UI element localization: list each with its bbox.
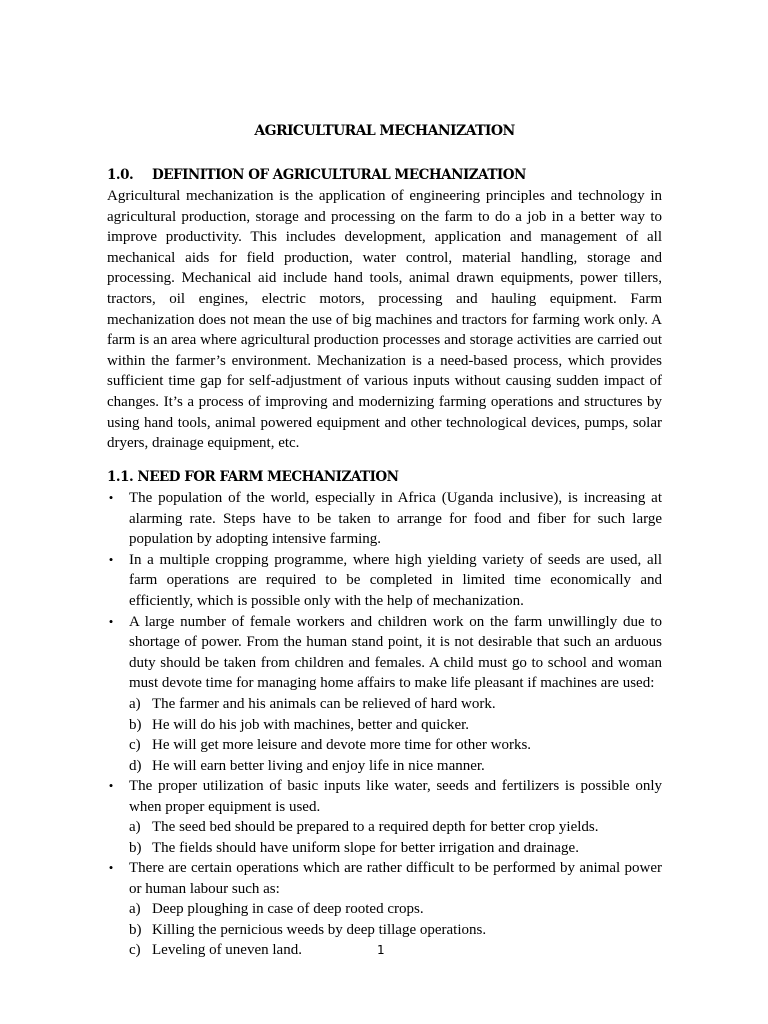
sub-item-text: He will do his job with machines, better and quicker. xyxy=(152,716,470,733)
sublist-inputs xyxy=(107,817,662,858)
sub-item-marker: a) xyxy=(129,696,141,712)
sub-item-text: Killing the pernicious weeds by deep tillage operations. xyxy=(152,921,487,938)
need-bullet-list xyxy=(107,488,662,694)
sub-list-item xyxy=(107,715,662,736)
sub-list-item xyxy=(107,838,662,859)
bullet-text: The population of the world, especially in Africa (Uganda inclusive), is increasing at alarming rate. Steps have to be taken to arrange for food and fiber for such large population by adopting intensive farming. xyxy=(129,490,662,548)
sub-item-marker: c) xyxy=(129,737,141,754)
bullet-text: The proper utilization of basic inputs like water, seeds and fertilizers is possible only when proper equipment is used. xyxy=(129,778,662,815)
sub-item-text: The seed bed should be prepared to a required depth for better crop yields. xyxy=(152,819,599,835)
sub-item-marker: b) xyxy=(129,921,142,938)
list-item xyxy=(107,858,662,899)
sub-item-text: He will get more leisure and devote more time for other works. xyxy=(152,737,532,754)
sub-list-item xyxy=(107,735,662,756)
list-item xyxy=(107,550,662,612)
list-item xyxy=(107,488,662,550)
bullet-text: In a multiple cropping programme, where high yielding variety of seeds are used, all farm operations are required to be completed in limited time economically and efficiently, which is possible only with the help of mechanization. xyxy=(129,551,662,609)
sub-list-item xyxy=(107,756,662,777)
sub-item-text: Leveling of uneven land. xyxy=(152,942,302,959)
definition-paragraph: Agricultural mechanization is the application of engineering principles and technology in agricultural production, storage and processing on the farm to do a job in a better way to improve productivity. This includes development, application and management of all mechanical aids for field production, water control, material handling, storage and processing. Mechanical aid include hand tools, animal drawn equipments, power tillers, tractors, oil engines, electric motors, processing and hauling equipment. Farm mechanization does not mean the use of big machines and tractors for farming work only. A farm is an area where agricultural production processes and storage activities are carried out within the farmer’s environment. Mechanization is a need-based process, which provides sufficient time gap for self-adjustment of various inputs without causing sudden impact of changes. It’s a process of improving and modernizing farming operations and structures by using hand tools, animal powered equipment and other technological devices, pumps, solar dryers, drainage equipment, etc. xyxy=(107,188,662,452)
bullet-icon: • xyxy=(108,778,114,793)
section-heading-definition xyxy=(107,165,526,185)
sub-list-item xyxy=(107,817,662,838)
section-heading-need: 1.1. NEED FOR FARM MECHANIZATION xyxy=(107,469,399,485)
bullet-icon: • xyxy=(108,613,114,629)
sublist-benefits xyxy=(107,694,662,776)
sub-item-text: The farmer and his animals can be relieved of hard work. xyxy=(152,696,496,712)
sub-item-text: Deep ploughing in case of deep rooted crops. xyxy=(152,901,424,917)
bullet-icon: • xyxy=(108,860,114,875)
sub-list-item xyxy=(107,899,662,920)
section-number: 1.0. xyxy=(107,167,134,183)
bullet-text: A large number of female workers and children work on the farm unwillingly due to shortage of power. From the human stand point, it is not desirable that such an arduous duty should be taken from children and females. A child must go to school and woman must devote time for managing home affairs to make life pleasant if machines are used: xyxy=(129,613,662,692)
bullet-text: There are certain operations which are rather difficult to be performed by animal power or human labour such as: xyxy=(129,860,662,897)
bullet-icon: • xyxy=(108,490,114,505)
sub-list-item xyxy=(107,694,662,715)
page-number: 1 xyxy=(377,943,385,957)
sub-item-text: The fields should have uniform slope for better irrigation and drainage. xyxy=(152,839,579,856)
bullet-icon: • xyxy=(108,551,114,567)
document-title: AGRICULTURAL MECHANIZATION xyxy=(254,123,515,139)
sub-item-text: He will earn better living and enjoy life in nice manner. xyxy=(152,757,485,774)
need-bullet-list-continued xyxy=(107,776,662,817)
list-item xyxy=(107,776,662,817)
section-heading-text: DEFINITION OF AGRICULTURAL MECHANIZATION xyxy=(152,167,526,183)
sub-item-marker: a) xyxy=(129,901,141,917)
sub-item-marker: b) xyxy=(129,716,142,733)
sub-item-marker: d) xyxy=(129,757,142,774)
sub-item-marker: c) xyxy=(129,942,141,959)
sub-list-item xyxy=(107,920,662,941)
need-bullet-list-final xyxy=(107,858,662,899)
list-item xyxy=(107,612,662,694)
sub-item-marker: a) xyxy=(129,819,141,835)
sub-item-marker: b) xyxy=(129,839,142,856)
